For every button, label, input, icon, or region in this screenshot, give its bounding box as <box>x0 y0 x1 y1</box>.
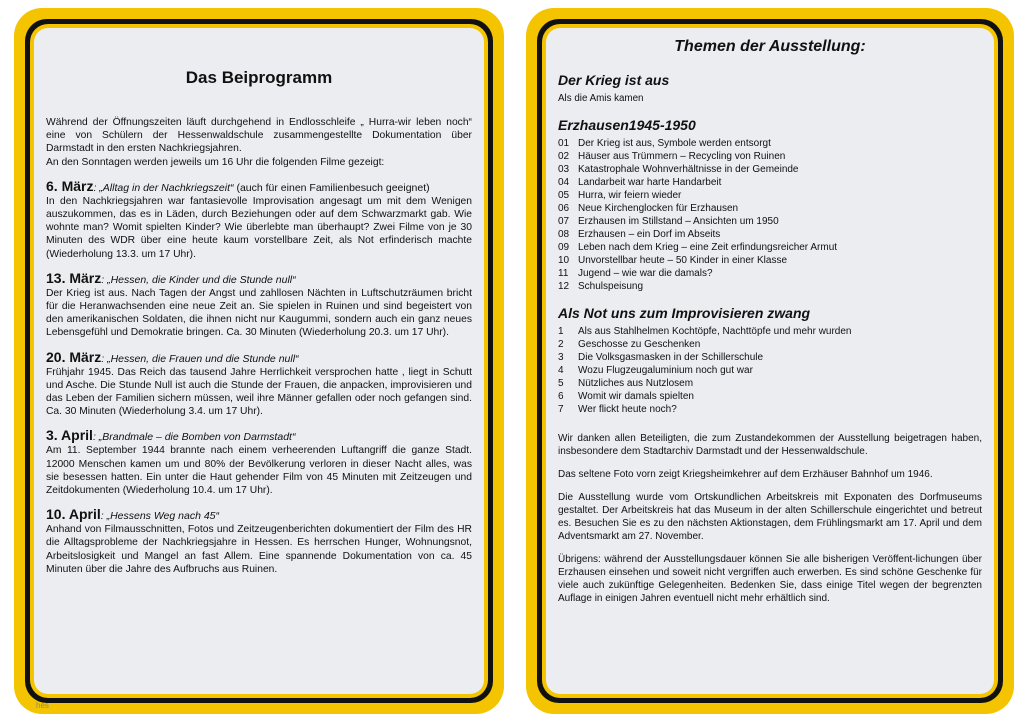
photo-caption-paragraph: Das seltene Foto vorn zeigt Kriegsheimkehrer auf dem Erzhäuser Bahnhof um 1946. <box>558 469 933 480</box>
list-item-number: 05 <box>558 190 570 201</box>
film-entry <box>46 179 472 261</box>
list-item-text: Jugend – wie war die damals? <box>578 268 713 279</box>
list-item <box>558 403 982 416</box>
list-item-number: 06 <box>558 203 570 214</box>
list-item-number: 07 <box>558 216 570 227</box>
list-item-number: 01 <box>558 138 570 149</box>
film-date: 3. April <box>46 427 93 444</box>
list-item-number: 11 <box>558 268 569 279</box>
right-title: Themen der Ausstellung: <box>674 38 866 55</box>
list-item <box>558 351 982 364</box>
list-item <box>558 215 982 228</box>
list-item-number: 04 <box>558 177 570 188</box>
erzhausen-topic-list <box>558 137 982 293</box>
list-item-number: 7 <box>558 404 564 415</box>
list-item-text: Schulspeisung <box>578 281 644 292</box>
left-panel-border <box>25 19 493 703</box>
list-item-number: 12 <box>558 281 570 292</box>
list-item <box>558 338 982 351</box>
list-item-number: 09 <box>558 242 570 253</box>
museum-paragraph: Die Ausstellung wurde vom Ortskundlichen Arbeitskreis mit Exponaten des Dorfmuseums gestaltet. Der Arbeitskreis hat das Museum in der alten Schillerschule eingerichtet und betreut es. Besuchen Sie es zu den nächsten Aktionstagen, dem Frühlingsmarkt am 17. April und dem Adventsmarkt am 27. November. <box>558 492 982 542</box>
right-content <box>558 40 982 605</box>
film-title: : „Alltag in der Nachkriegszeit“ <box>93 181 234 194</box>
film-heading <box>46 271 472 287</box>
film-entry <box>46 271 472 340</box>
right-panel-page <box>546 28 994 694</box>
film-title: : „Hessen, die Kinder und die Stunde null“ <box>101 273 296 286</box>
list-item <box>558 254 982 267</box>
list-item-text: Womit wir damals spielten <box>578 391 694 402</box>
film-date: 13. März <box>46 269 102 286</box>
list-item <box>558 280 982 293</box>
list-item-text: Leben nach dem Krieg – eine Zeit erfindungsreicher Armut <box>578 242 838 253</box>
list-item <box>558 390 982 403</box>
list-item-number: 3 <box>558 352 564 363</box>
right-panel-border <box>537 19 1003 703</box>
list-item-text: Erzhausen – ein Dorf im Abseits <box>578 229 721 240</box>
list-item-text: Als aus Stahlhelmen Kochtöpfe, Nachttöpfe und mehr wurden <box>578 326 852 337</box>
list-item-text: Landarbeit war harte Handarbeit <box>578 177 722 188</box>
list-item <box>558 364 982 377</box>
left-content <box>46 40 472 576</box>
list-item <box>558 267 982 280</box>
list-item-text: Katastrophale Wohnverhältnisse in der Gemeinde <box>578 164 799 175</box>
film-description: In den Nachkriegsjahren war fantasievolle Improvisation angesagt um mit dem Wenigen auszukommen, das es in Läden, durch Beziehungen oder auf dem Schwarzmarkt gab. Wie wohnte man? Womit spielten Kinder? Wie überlebte man überhaupt? Zwei Filme von je 30 Minuten des WDR über eine heute kaum vorstellbare Zeit, als Not erfinderisch machte (Wiederholung 13.3. um 17 Uhr). <box>46 195 472 260</box>
film-heading <box>46 350 472 366</box>
left-panel-page <box>34 28 484 694</box>
list-item-text: Wer flickt heute noch? <box>578 404 677 415</box>
film-entry <box>46 350 472 419</box>
list-item-number: 2 <box>558 339 564 350</box>
list-item <box>558 325 982 338</box>
section-title-improvisieren: Als Not uns zum Improvisieren zwang <box>558 305 811 321</box>
list-item <box>558 377 982 390</box>
list-item <box>558 176 982 189</box>
list-item-text: Die Volksgasmasken in der Schillerschule <box>578 352 764 363</box>
list-item-text: Nützliches aus Nutzlosem <box>578 378 694 389</box>
film-date: 6. März <box>46 177 94 194</box>
list-item <box>558 163 982 176</box>
left-panel-inner-border <box>30 24 488 698</box>
section-subtitle-amis: Als die Amis kamen <box>558 93 644 104</box>
right-panel-inner-border <box>542 24 998 698</box>
film-heading <box>46 428 472 444</box>
list-item <box>558 241 982 254</box>
list-item <box>558 150 982 163</box>
film-heading <box>46 179 472 195</box>
section-title-krieg: Der Krieg ist aus <box>558 72 670 88</box>
right-panel <box>526 8 1014 714</box>
list-item-text: Geschosse zu Geschenken <box>578 339 701 350</box>
list-item-text: Hurra, wir feiern wieder <box>578 190 682 201</box>
film-date: 10. April <box>46 506 101 523</box>
film-list <box>46 179 472 576</box>
list-item-text: Der Krieg ist aus, Symbole werden entsorgt <box>578 138 771 149</box>
film-description: Am 11. September 1944 brannte nach einem verheerenden Luftangriff die ganze Stadt. 12000 Menschen kamen um und 80% der Bevölkerung verloren in dieser Nacht alles, was sie besessen hatten. Ein unter die Haut gehender Film von 45 Minuten mit Zeitzeugen und Zeitdokumenten (Wiederholung 10.4. um 17 Uhr). <box>46 445 472 497</box>
list-item-text: Erzhausen im Stillstand – Ansichten um 1950 <box>578 216 779 227</box>
improvisation-topic-list <box>558 325 982 416</box>
thanks-paragraph: Wir danken allen Beteiligten, die zum Zustandekommen der Ausstellung beigetragen haben, insbesondere dem Stadtarchiv Darmstadt und der Hessenwaldschule. <box>558 433 982 457</box>
section-title-erzhausen: Erzhausen1945-1950 <box>558 117 696 133</box>
list-item <box>558 228 982 241</box>
publications-paragraph: Übrigens: während der Ausstellungsdauer können Sie alle bisherigen Veröffent-lichungen über Erzhausen einsehen und soweit nicht vergriffen auch erwerben. Es sind schöne Geschenke für viele auch zukünftige Gelegenheiten. Bedenken Sie, dass einige Titel wegen der begrenzten Auflage in einigen Jahren eventuell nicht mehr erhältlich sind. <box>558 554 982 604</box>
intro-paragraph-2: An den Sonntagen werden jeweils um 16 Uhr die folgenden Filme gezeigt: <box>46 156 385 168</box>
list-item-text: Häuser aus Trümmern – Recycling von Ruinen <box>578 151 786 162</box>
list-item <box>558 189 982 202</box>
list-item-number: 08 <box>558 229 570 240</box>
film-description: Frühjahr 1945. Das Reich das tausend Jahre Herrlichkeit versprochen hatte , liegt in Schutt und Asche. Die Stunde Null ist auch die Stunde der Frauen, die anpacken, improvisieren und das Leben der Familien sichern müssen, weil ihre Männer gefallen oder noch gefangen sind. Ca. 30 Minuten (Wiederholung 3.4. um 17 Uhr). <box>46 366 472 418</box>
film-heading <box>46 507 472 523</box>
corner-mark: hes <box>36 701 49 710</box>
list-item-number: 5 <box>558 378 564 389</box>
list-item-number: 02 <box>558 151 570 162</box>
list-item-number: 10 <box>558 255 570 266</box>
film-title: : „Hessen, die Frauen und die Stunde null“ <box>101 352 299 365</box>
film-description: Der Krieg ist aus. Nach Tagen der Angst und zahllosen Nächten in Luftschutzräumen bricht für die Heranwachsenden eine neue Zeit an. Sie spielen in Ruinen und sind begeistert von den amerikanischen Soldaten, die ihnen nicht nur Kaugummi, sondern auch ein ganz neues Lebensgefühl und Demokratie bringen. Ca. 30 Minuten (Wiederholung 20.3. um 17 Uhr). <box>46 287 472 339</box>
list-item-number: 4 <box>558 365 564 376</box>
list-item-text: Wozu Flugzeugaluminium noch gut war <box>578 365 753 376</box>
intro-paragraph: Während der Öffnungszeiten läuft durchgehend in Endlosschleife „ Hurra-wir leben noch“ eine von Schülern der Hessenwaldschule zusammengestellte Dokumentation über Darmstadt in den ersten Nachkriegsjahren. <box>46 117 472 155</box>
film-entry <box>46 507 472 576</box>
list-item <box>558 137 982 150</box>
list-item-text: Neue Kirchenglocken für Erzhausen <box>578 203 739 214</box>
film-title: : „Hessens Weg nach 45“ <box>100 510 220 523</box>
film-note: (auch für einen Familienbesuch geeignet) <box>233 181 430 194</box>
film-entry <box>46 428 472 497</box>
film-description: Anhand von Filmausschnitten, Fotos und Zeitzeugenberichten dokumentiert der Film des HR die Alltagsprobleme der Nachkriegsjahre in Hessen. Es herrschen Hunger, Wohnungsnot, Arbeitslosigkeit und Mangel an fast Allem. Eine spannende Dokumentation von ca. 45 Minuten über die Jahre des Aufbruchs aus Ruinen. <box>46 524 472 575</box>
page-title: Das Beiprogramm <box>185 68 333 87</box>
film-title: : „Brandmale – die Bomben von Darmstadt“ <box>92 431 296 444</box>
list-item-number: 1 <box>558 326 564 337</box>
list-item-text: Unvorstellbar heute – 50 Kinder in einer Klasse <box>578 255 788 266</box>
list-item <box>558 202 982 215</box>
film-date: 20. März <box>46 348 102 365</box>
list-item-number: 03 <box>558 164 570 175</box>
left-panel <box>14 8 504 714</box>
list-item-number: 6 <box>558 391 564 402</box>
